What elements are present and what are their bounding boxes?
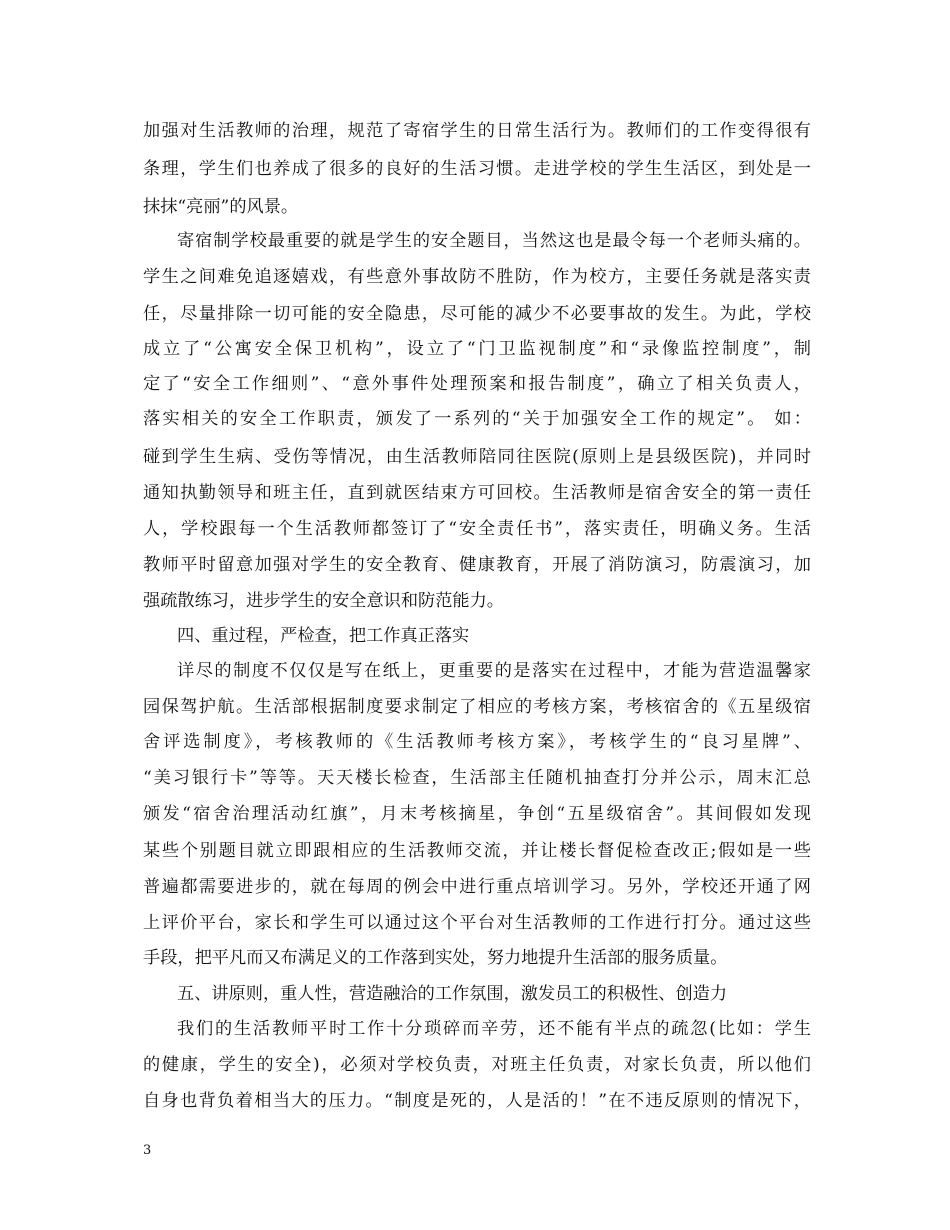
text-line: 学生之间难免追逐嬉戏，有些意外事故防不胜防，作为校方，主要任务就是落实责 [143, 267, 811, 287]
text-line: 园保驾护航。生活部根据制度要求制定了相应的考核方案，考核宿舍的《五星级宿 [143, 697, 811, 717]
section-heading: 四、重过程，严检查，把工作真正落实 [177, 626, 470, 646]
section-heading: 五、讲原则，重人性，营造融洽的工作氛围，激发员工的积极性、创造力 [177, 984, 728, 1004]
text-line: 成立了“公寓安全保卫机构”，设立了“门卫监视制度”和“录像监控制度”，制 [143, 339, 811, 359]
text-line: 通知执勤领导和班主任，直到就医结束方可回校。生活教师是宿舍安全的第一责任 [143, 483, 811, 503]
text-line: 抹抹“亮丽”的风景。 [143, 197, 299, 217]
text-line: “美习银行卡”等等。天天楼长检查，生活部主任随机抽查打分并公示，周末汇总 [143, 768, 811, 788]
text-line: 人，学校跟每一个生活教师都签订了“安全责任书”，落实责任，明确义务。生活 [143, 519, 811, 539]
page-number: 3 [143, 1143, 152, 1158]
text-line: 上评价平台，家长和学生可以通过这个平台对生活教师的工作进行打分。通过这些 [143, 913, 811, 933]
text-line: 加强对生活教师的治理，规范了寄宿学生的日常生活行为。教师们的工作变得很有 [143, 121, 811, 141]
text-line: 详尽的制度不仅仅是写在纸上，更重要的是落实在过程中，才能为营造温馨家 [177, 661, 811, 681]
text-line: 强疏散练习，进步学生的安全意识和防范能力。 [143, 591, 504, 611]
text-line: 某些个别题目就立即跟相应的生活教师交流，并让楼长督促检查改正;假如是一些 [143, 841, 811, 861]
text-line: 任，尽量排除一切可能的安全隐患，尽可能的减少不必要事故的发生。为此，学校 [143, 304, 811, 324]
text-line: 的健康，学生的安全)，必须对学校负责，对班主任负责，对家长负责，所以他们 [143, 1055, 811, 1075]
text-line: 手段，把平凡而又布满足义的工作落到实处，努力地提升生活部的服务质量。 [143, 948, 728, 968]
text-line: 颁发“宿舍治理活动红旗”，月末考核摘星，争创“五星级宿舍”。其间假如发现 [143, 804, 811, 824]
text-line: 条理，学生们也养成了很多的良好的生活习惯。走进学校的学生生活区，到处是一 [143, 159, 811, 179]
text-line: 舍评选制度》，考核教师的《生活教师考核方案》，考核学生的“良习星牌”、 [143, 732, 811, 752]
text-line: 碰到学生生病、受伤等情况，由生活教师陪同往医院(原则上是县级医院)，并同时 [143, 447, 811, 467]
text-line: 我们的生活教师平时工作十分琐碎而辛劳，还不能有半点的疏忽(比如：学生 [177, 1019, 811, 1039]
text-line: 寄宿制学校最重要的就是学生的安全题目，当然这也是最令每一个老师头痛的。 [177, 231, 811, 251]
text-line: 自身也背负着相当大的压力。“制度是死的，人是活的！”在不违反原则的情况下， [143, 1091, 811, 1111]
text-line: 定了“安全工作细则”、“意外事件处理预案和报告制度”，确立了相关负责人， [143, 374, 811, 394]
text-line: 教师平时留意加强对学生的安全教育、健康教育，开展了消防演习，防震演习，加 [143, 555, 811, 575]
text-line: 落实相关的安全工作职责，颁发了一系列的“关于加强安全工作的规定”。 如： [143, 409, 811, 429]
text-line: 普遍都需要进步的，就在每周的例会中进行重点培训学习。另外，学校还开通了网 [143, 877, 811, 897]
